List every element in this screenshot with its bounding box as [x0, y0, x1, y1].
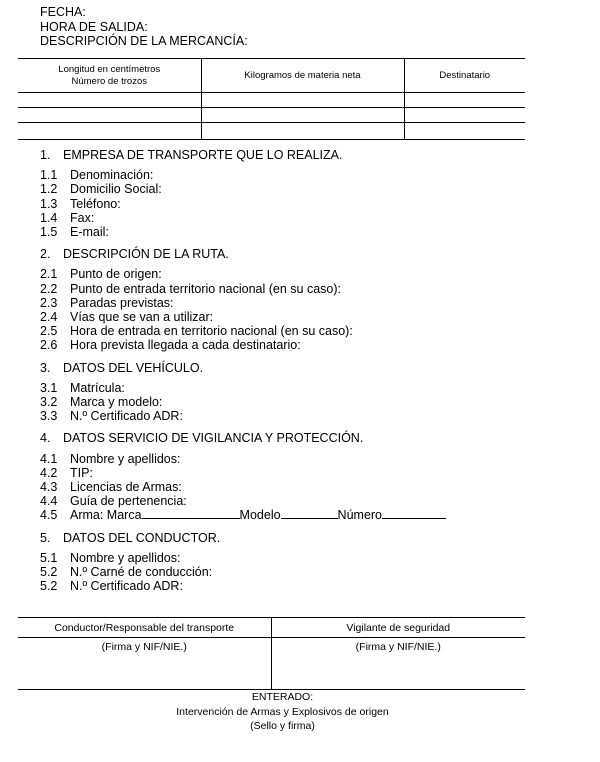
fecha-field: FECHA:	[40, 5, 86, 19]
col-kilogramos-header: Kilogramos de materia neta	[201, 59, 404, 93]
field-matricula: 3.1 Matrícula:	[40, 380, 125, 395]
table-cell[interactable]	[18, 123, 201, 140]
field-conductor-nombre: 5.1 Nombre y apellidos:	[40, 550, 181, 565]
section-4-title: 4. DATOS SERVICIO DE VIGILANCIA Y PROTECCIÓN.	[40, 431, 364, 446]
table-cell[interactable]	[201, 123, 404, 140]
enterado-label: ENTERADO:	[251, 691, 314, 703]
signature-table-header	[18, 618, 525, 638]
field-telefono: 1.3 Teléfono:	[40, 196, 121, 211]
field-fax: 1.4 Fax:	[40, 210, 95, 225]
table-cell[interactable]	[404, 108, 525, 123]
field-arma: 4.5 Arma: Marca Modelo Número	[40, 508, 446, 522]
table-row	[18, 93, 525, 108]
field-certificado-adr-vehiculo: 3.3 N.º Certificado ADR:	[40, 409, 183, 424]
signature-row	[18, 638, 525, 690]
field-punto-origen: 2.1 Punto de origen:	[40, 267, 162, 282]
conductor-signature-box[interactable]: (Firma y NIF/NIE.)	[18, 638, 271, 690]
field-email: 1.5 E-mail:	[40, 225, 109, 240]
field-licencias-armas: 4.3 Licencias de Armas:	[40, 480, 182, 495]
table-cell[interactable]	[201, 93, 404, 108]
field-domicilio-social: 1.2 Domicilio Social:	[40, 182, 162, 197]
descripcion-mercancia-field: DESCRIPCIÓN DE LA MERCANCÍA:	[40, 34, 248, 48]
goods-table-header	[18, 59, 525, 93]
field-carne-conduccion: 5.2 N.º Carné de conducción:	[40, 565, 213, 580]
section-5-title: 5. DATOS DEL CONDUCTOR.	[40, 530, 221, 545]
table-row	[18, 108, 525, 123]
field-punto-entrada: 2.2 Punto de entrada territorio nacional (en su caso):	[40, 281, 341, 296]
field-tip: 4.2 TIP:	[40, 465, 93, 480]
table-cell[interactable]	[18, 93, 201, 108]
field-hora-entrada: 2.5 Hora de entrada en territorio nacional (en su caso):	[40, 324, 353, 339]
vigilante-header: Vigilante de seguridad	[271, 618, 525, 638]
section-1-title: 1. EMPRESA DE TRANSPORTE QUE LO REALIZA.	[40, 148, 343, 162]
col-destinatario-header: Destinatario	[404, 59, 525, 93]
table-cell[interactable]	[18, 108, 201, 123]
field-guia-pertenencia: 4.4 Guía de pertenencia:	[40, 494, 187, 509]
field-denominacion: 1.1 Denominación:	[40, 168, 154, 183]
arma-marca-blank[interactable]	[142, 508, 240, 519]
form-sections	[40, 148, 446, 593]
document-header	[40, 5, 248, 49]
goods-table	[18, 58, 525, 140]
signature-table	[18, 617, 525, 690]
field-marca-modelo: 3.2 Marca y modelo:	[40, 395, 163, 410]
arma-numero-blank[interactable]	[382, 508, 446, 519]
arma-modelo-blank[interactable]	[281, 508, 338, 519]
table-cell[interactable]	[404, 93, 525, 108]
col-longitud-header: Longitud en centímetros Número de trozos	[18, 59, 201, 93]
field-hora-llegada: 2.6 Hora prevista llegada a cada destinatario:	[40, 338, 301, 353]
hora-salida-field: HORA DE SALIDA:	[40, 19, 148, 34]
field-paradas-previstas: 2.3 Paradas previstas:	[40, 295, 174, 310]
field-certificado-adr-conductor: 5.2 N.º Certificado ADR:	[40, 579, 183, 594]
field-vigilante-nombre: 4.1 Nombre y apellidos:	[40, 451, 181, 466]
intervencion-label: Intervención de Armas y Explosivos de origen	[176, 705, 389, 718]
conductor-header: Conductor/Responsable del transporte	[18, 618, 271, 638]
section-2-title: 2. DESCRIPCIÓN DE LA RUTA.	[40, 247, 229, 262]
section-3-title: 3. DATOS DEL VEHÍCULO.	[40, 360, 204, 375]
footer-enterado	[0, 690, 565, 734]
table-cell[interactable]	[404, 123, 525, 140]
table-cell[interactable]	[201, 108, 404, 123]
table-row	[18, 123, 525, 140]
sello-firma-label: (Sello y firma)	[250, 720, 315, 732]
vigilante-signature-box[interactable]: (Firma y NIF/NIE.)	[271, 638, 525, 690]
field-vias: 2.4 Vías que se van a utilizar:	[40, 310, 214, 325]
